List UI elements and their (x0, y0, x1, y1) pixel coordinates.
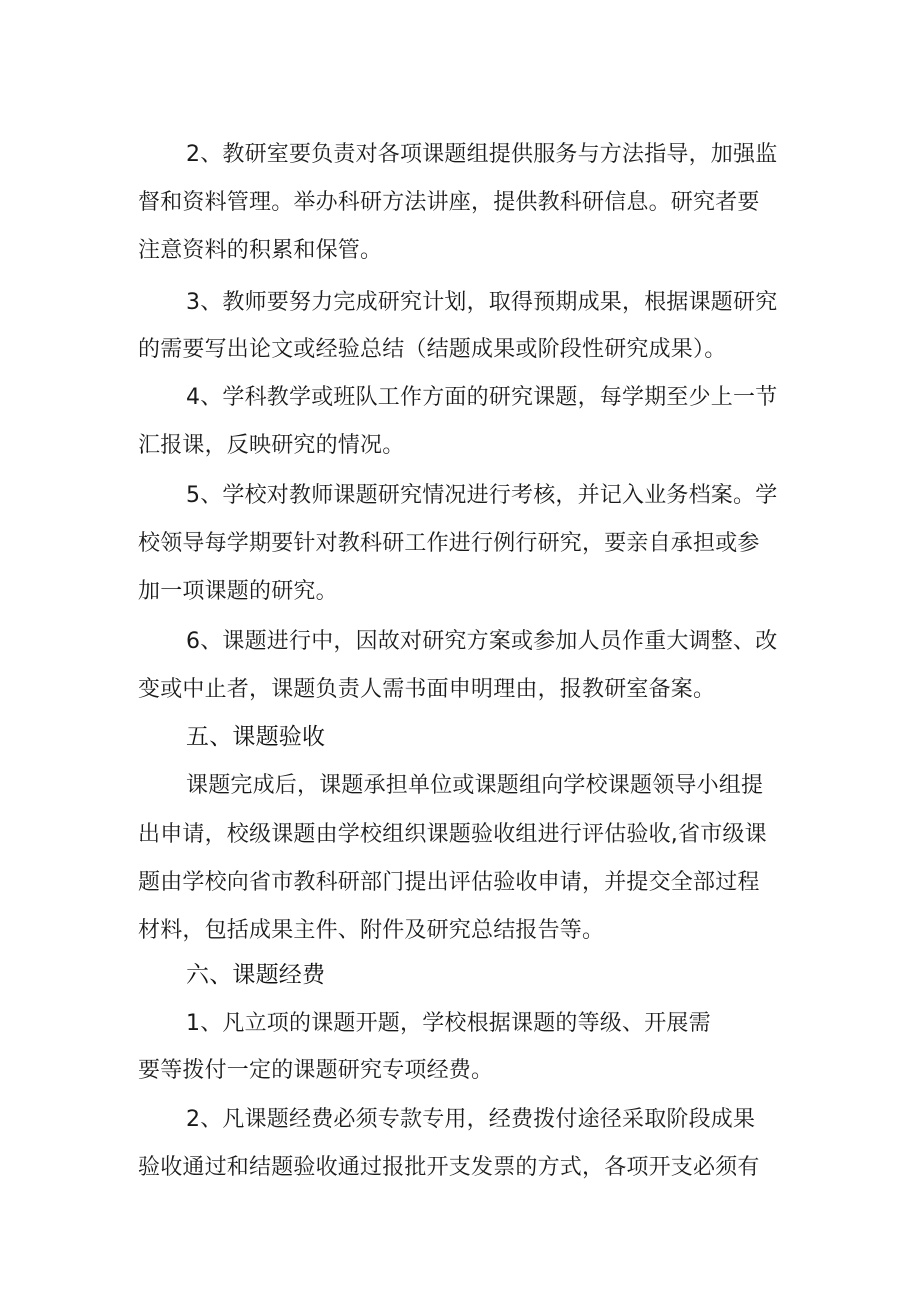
paragraph-3-line-2: 的需要写出论文或经验总结（结题成果或阶段性研究成果）。 (138, 337, 727, 362)
paragraph-4-line-1: 4、学科教学或班队工作方面的研究课题，每学期至少上一节 (186, 385, 778, 410)
paragraph-6-line-1: 6、课题进行中，因故对研究方案或参加人员作重大调整、改 (186, 629, 778, 654)
paragraph-5-line-3: 加一项课题的研究。 (138, 579, 338, 604)
paragraph-6-line-2: 变或中止者，课题负责人需书面申明理由，报教研室备案。 (138, 677, 716, 702)
paragraph-5-line-2: 校领导每学期要针对教科研工作进行例行研究，要亲自承担或参 (138, 531, 760, 556)
paragraph-2-line-3: 注意资料的积累和保管。 (138, 238, 383, 263)
funding-1-line-2: 要等拨付一定的课题研究专项经费。 (138, 1058, 494, 1083)
paragraph-2-line-2: 督和资料管理。举办科研方法讲座，提供教科研信息。研究者要 (138, 190, 760, 215)
funding-2-line-2: 验收通过和结题验收通过报批开支发票的方式，各项开支必须有 (138, 1155, 760, 1180)
paragraph-4-line-2: 汇报课，反映研究的情况。 (138, 433, 405, 458)
section-heading-acceptance: 五、课题验收 (186, 724, 326, 750)
acceptance-line-2: 出申请，校级课题由学校组织课题验收组进行评估验收,省市级课 (138, 822, 767, 847)
paragraph-5-line-1: 5、学校对教师课题研究情况进行考核，并记入业务档案。学 (186, 483, 778, 508)
acceptance-line-1: 课题完成后，课题承担单位或课题组向学校课题领导小组提 (186, 773, 764, 798)
acceptance-line-3: 题由学校向省市教科研部门提出评估验收申请，并提交全部过程 (138, 870, 760, 895)
funding-1-line-1: 1、凡立项的课题开题，学校根据课题的等级、开展需 (186, 1011, 711, 1036)
paragraph-3-line-1: 3、教师要努力完成研究计划，取得预期成果，根据课题研究 (186, 290, 778, 315)
section-heading-funding: 六、课题经费 (186, 962, 326, 988)
acceptance-line-4: 材料，包括成果主件、附件及研究总结报告等。 (138, 918, 605, 943)
funding-2-line-1: 2、凡课题经费必须专款专用，经费拨付途径采取阶段成果 (186, 1107, 756, 1132)
paragraph-2-line-1: 2、教研室要负责对各项课题组提供服务与方法指导，加强监 (186, 142, 778, 167)
